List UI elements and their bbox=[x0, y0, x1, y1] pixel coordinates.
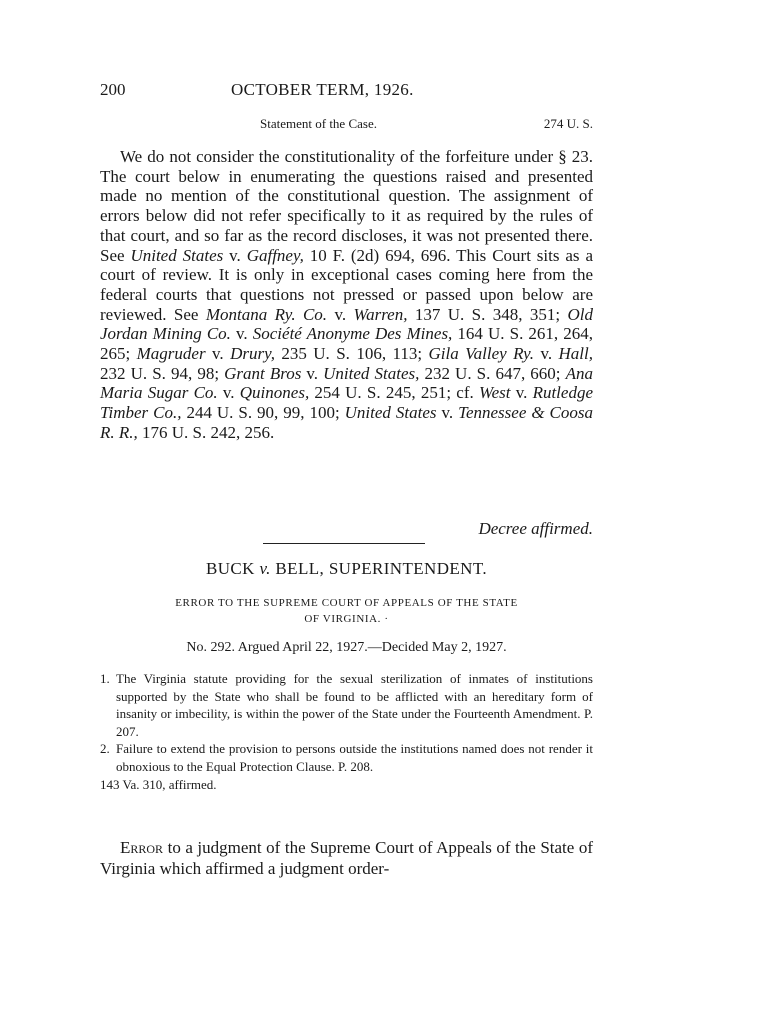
text-run: 254 U. S. 245, 251; cf. bbox=[309, 383, 479, 403]
volume-reference: 274 U. S. bbox=[543, 116, 593, 131]
case-title bbox=[100, 559, 593, 579]
case-name-italic: United States bbox=[130, 245, 224, 265]
body-paragraph bbox=[100, 147, 593, 443]
case-name-italic: United States bbox=[344, 403, 437, 423]
opening-paragraph bbox=[100, 837, 593, 879]
case-name-italic: Magruder bbox=[136, 344, 206, 364]
error-lead: Error bbox=[120, 838, 164, 857]
statement-of-case bbox=[100, 837, 593, 879]
case-name-italic: Drury, bbox=[230, 344, 275, 364]
text-run: v. bbox=[301, 363, 324, 383]
versus: v. bbox=[259, 559, 271, 578]
case-name-italic: Société Anonyme Des Mines, bbox=[252, 324, 453, 344]
case-name-italic: Ana Maria Sugar Co. bbox=[100, 363, 593, 403]
writ-line: OF VIRGINIA. · bbox=[304, 612, 389, 625]
text-run: 232 U. S. 647, 660; bbox=[419, 363, 566, 383]
headnote-number: 2. bbox=[100, 741, 110, 757]
headnote bbox=[100, 670, 593, 740]
text-run: 235 U. S. 106, 113; bbox=[274, 344, 429, 364]
case-name-italic: West bbox=[478, 383, 511, 403]
text-run: 10 F. (2d) 694, 696. This Court sits as a court of review. It is only in exceptional cases coming here from the federal courts that questions not pressed or passed upon below are reviewed. See bbox=[100, 245, 593, 324]
page-number: 200 bbox=[100, 80, 126, 99]
text-run: We do not consider the constitutionality of the forfeiture under § 23. The court below in enumerating the questions raised and presented made no mention of the constitutional question. The assignment of errors below did not refer specifically to it as required by the rules of that court, and so far as the record discloses, it was not presented there. See bbox=[100, 147, 593, 265]
lower-court-citation: 143 Va. 310, affirmed. bbox=[100, 776, 217, 792]
writ-line: ERROR TO THE SUPREME COURT OF APPEALS OF THE STATE bbox=[175, 597, 518, 609]
statement-label: Statement of the Case. bbox=[260, 116, 377, 131]
text-run: 137 U. S. 348, 351; bbox=[407, 304, 568, 324]
case-name-italic: Hall, bbox=[558, 344, 594, 364]
text-run: 232 U. S. 94, 98; bbox=[100, 363, 225, 383]
headnote-number: 1. bbox=[100, 671, 110, 686]
party-name: BUCK bbox=[205, 559, 260, 578]
text-run: v. bbox=[436, 403, 459, 423]
text-run: 176 U. S. 242, 256. bbox=[137, 422, 275, 442]
text-run: v. bbox=[534, 344, 559, 364]
case-name-italic: Montana Ry. Co. bbox=[205, 304, 328, 324]
case-name-italic: Gila Valley Ry. bbox=[428, 344, 535, 364]
case-name-italic: Warren, bbox=[353, 304, 408, 324]
writ-of-error-line bbox=[100, 596, 593, 627]
case-name-italic: Grant Bros bbox=[224, 363, 302, 383]
headnote bbox=[100, 740, 593, 775]
case-name-italic: Tennessee & Coosa R. R., bbox=[100, 403, 593, 442]
text-run: v. bbox=[327, 304, 354, 324]
text-run: v. bbox=[510, 383, 533, 403]
text-run: 244 U. S. 90, 99, 100; bbox=[181, 403, 345, 423]
opening-text: to a judgment of the Supreme Court of Appeals of the State of Virginia which affirmed a judgment order- bbox=[100, 838, 593, 878]
text-run: v. bbox=[230, 324, 253, 344]
headnote-text: Failure to extend the provision to persons outside the institutions named does not render it obnoxious to the Equal Protection Clause. P. 208. bbox=[116, 741, 593, 774]
decree-line: Decree affirmed. bbox=[478, 519, 593, 538]
case-name-italic: United States, bbox=[323, 363, 420, 383]
text-run: v. bbox=[217, 383, 240, 403]
case-name-italic: Old Jordan Mining Co. bbox=[100, 304, 593, 344]
docket-dates: No. 292. Argued April 22, 1927.—Decided May 2, 1927. bbox=[186, 640, 507, 655]
section-divider bbox=[263, 543, 425, 544]
headnote-text: The Virginia statute providing for the sexual sterilization of inmates of institutions supported by the State who shall be found to be afflicted with an hereditary form of insanity or imbecility, is within the power of the State under the Fourteenth Amendment. P. 207. bbox=[116, 671, 593, 739]
running-header bbox=[100, 80, 593, 102]
opinion-body bbox=[100, 147, 593, 443]
text-run: v. bbox=[223, 245, 247, 265]
text-run: 164 U. S. 261, 264, 265; bbox=[100, 324, 594, 364]
sub-header bbox=[100, 116, 593, 132]
case-name-italic: Gaffney, bbox=[246, 245, 304, 265]
case-name-italic: Rutledge Timber Co., bbox=[100, 383, 593, 423]
party-name: BELL, SUPERINTENDENT. bbox=[270, 559, 488, 578]
headnotes bbox=[100, 670, 593, 793]
text-run: v. bbox=[205, 344, 231, 364]
case-name-italic: Quinones, bbox=[239, 383, 310, 403]
term-heading: OCTOBER TERM, 1926. bbox=[231, 80, 414, 99]
document-page bbox=[100, 0, 593, 1024]
